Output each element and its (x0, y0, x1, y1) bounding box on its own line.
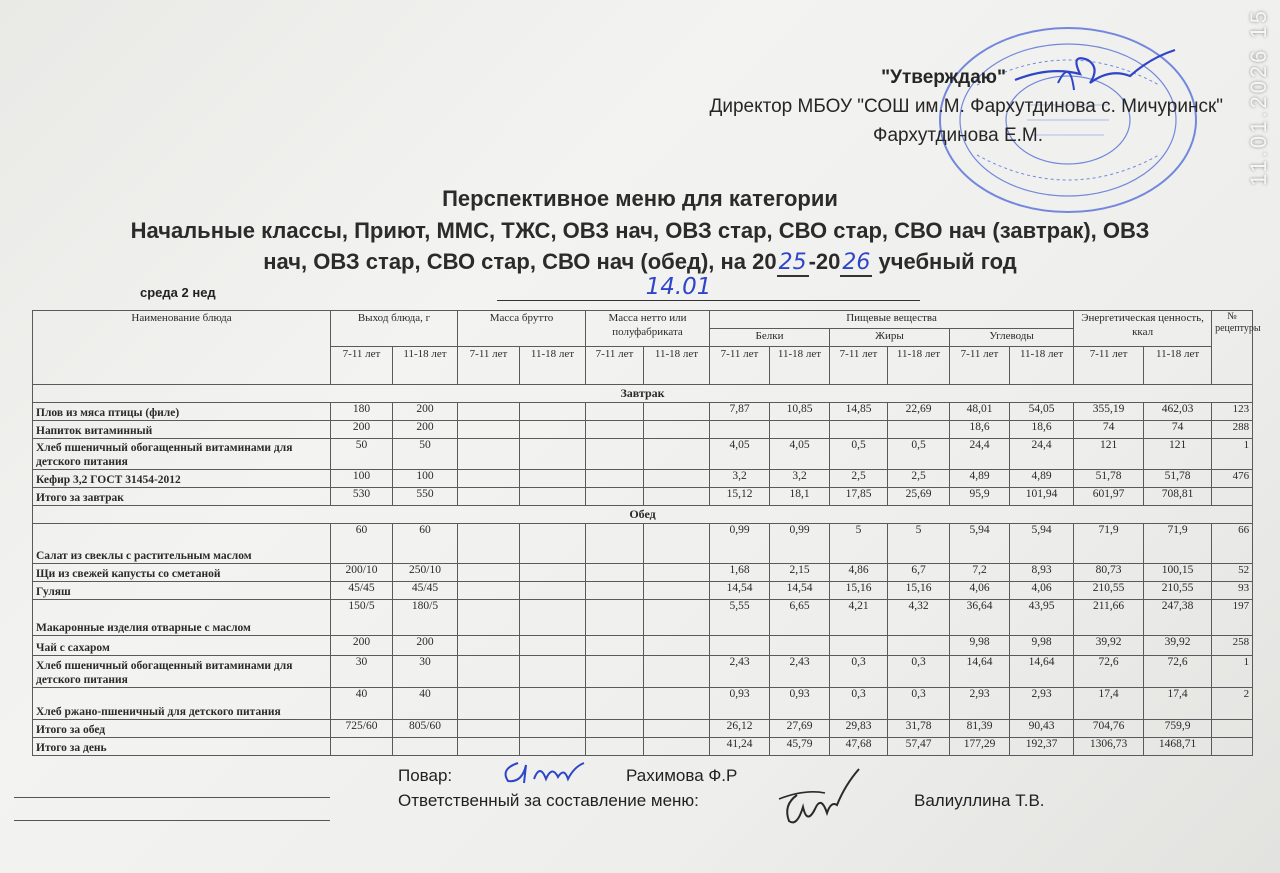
cell-empty (458, 656, 520, 688)
cell-empty (520, 403, 586, 421)
recipe-number: 66 (1212, 524, 1253, 564)
table-row (33, 600, 1253, 636)
cell-y2: 200 (393, 636, 458, 656)
cell-c2: 9,98 (1010, 636, 1074, 656)
recipe-number (1212, 738, 1253, 756)
cell-e1: 355,19 (1074, 403, 1144, 421)
cell-empty (520, 738, 586, 756)
cell-f1: 0,3 (830, 688, 888, 720)
cell-y2: 40 (393, 688, 458, 720)
cell-empty (644, 636, 710, 656)
cell-empty (644, 439, 710, 470)
dish-name: Салат из свеклы с растительным маслом (33, 524, 331, 564)
th-protein: Белки (710, 329, 830, 347)
menu-subtitle (20, 215, 1260, 278)
cell-empty (520, 488, 586, 506)
cell-c1: 81,39 (950, 720, 1010, 738)
th-age: 7-11 лет (710, 347, 770, 385)
cell-p2: 0,99 (770, 524, 830, 564)
cell-p2 (770, 636, 830, 656)
cell-f2: 25,69 (888, 488, 950, 506)
cell-y2: 30 (393, 656, 458, 688)
cell-empty (644, 488, 710, 506)
cell-e2: 17,4 (1144, 688, 1212, 720)
cell-f1: 0,5 (830, 439, 888, 470)
cell-f1: 0,3 (830, 656, 888, 688)
cell-y2: 100 (393, 470, 458, 488)
cell-y1 (331, 738, 393, 756)
cell-f1 (830, 421, 888, 439)
cell-p1: 0,99 (710, 524, 770, 564)
recipe-number: 288 (1212, 421, 1253, 439)
photo-timestamp: 11.01.2026 15 (1246, 8, 1271, 187)
cell-c2: 4,89 (1010, 470, 1074, 488)
cell-y2: 60 (393, 524, 458, 564)
recipe-number: 93 (1212, 582, 1253, 600)
total-row (33, 720, 1253, 738)
section-title: Обед (33, 506, 1253, 524)
cell-f2: 0,3 (888, 656, 950, 688)
table-row (33, 421, 1253, 439)
cell-c2: 43,95 (1010, 600, 1074, 636)
cell-c2: 54,05 (1010, 403, 1074, 421)
cell-empty (586, 403, 644, 421)
year-start: 25 (778, 250, 807, 275)
cell-e2: 247,38 (1144, 600, 1212, 636)
cook-name: Рахимова Ф.Р (626, 766, 738, 785)
total-row (33, 738, 1253, 756)
th-nutrients: Пищевые вещества (710, 311, 1074, 329)
cell-empty (458, 524, 520, 564)
cook-label: Повар: (398, 766, 453, 785)
cell-empty (458, 564, 520, 582)
cell-y1: 725/60 (331, 720, 393, 738)
table-row (33, 403, 1253, 421)
cell-empty (458, 439, 520, 470)
dish-name: Хлеб пшеничный обогащенный витаминами для детского питания (33, 656, 331, 688)
cell-y2: 50 (393, 439, 458, 470)
responsible-label: Ответственный за составление меню: (398, 791, 699, 810)
cell-c1: 48,01 (950, 403, 1010, 421)
cell-p1: 1,68 (710, 564, 770, 582)
cell-empty (586, 656, 644, 688)
cell-y1: 60 (331, 524, 393, 564)
th-age: 7-11 лет (950, 347, 1010, 385)
cell-empty (644, 582, 710, 600)
cell-e1: 210,55 (1074, 582, 1144, 600)
cell-c2: 5,94 (1010, 524, 1074, 564)
cell-empty (520, 564, 586, 582)
cell-f1: 17,85 (830, 488, 888, 506)
cell-p1: 41,24 (710, 738, 770, 756)
table-row (33, 656, 1253, 688)
approval-name: Фархутдинова Е.М. (873, 125, 1043, 146)
cell-c1: 18,6 (950, 421, 1010, 439)
cell-empty (586, 439, 644, 470)
date-field (497, 274, 920, 301)
cell-empty (458, 421, 520, 439)
recipe-number: 197 (1212, 600, 1253, 636)
cell-f2 (888, 636, 950, 656)
cell-empty (586, 564, 644, 582)
cell-y2 (393, 738, 458, 756)
cell-f1: 29,83 (830, 720, 888, 738)
section-row (33, 385, 1253, 403)
cell-empty (458, 488, 520, 506)
cell-p1: 15,12 (710, 488, 770, 506)
cell-empty (458, 582, 520, 600)
cell-e2: 759,9 (1144, 720, 1212, 738)
cell-p2: 27,69 (770, 720, 830, 738)
cell-p2: 6,65 (770, 600, 830, 636)
recipe-number: 476 (1212, 470, 1253, 488)
cell-empty (586, 524, 644, 564)
recipe-number: 1 (1212, 656, 1253, 688)
cell-f2: 0,5 (888, 439, 950, 470)
recipe-number: 52 (1212, 564, 1253, 582)
cell-empty (644, 720, 710, 738)
cell-y1: 200 (331, 421, 393, 439)
cell-f2: 22,69 (888, 403, 950, 421)
table-row (33, 470, 1253, 488)
cell-f1 (830, 636, 888, 656)
cell-y2: 45/45 (393, 582, 458, 600)
cell-p1: 5,55 (710, 600, 770, 636)
dish-name: Итого за день (33, 738, 331, 756)
th-recipe: № рецептуры (1212, 311, 1253, 385)
recipe-number: 123 (1212, 403, 1253, 421)
cell-p2: 2,15 (770, 564, 830, 582)
cell-empty (586, 636, 644, 656)
table-row (33, 582, 1253, 600)
cell-e1: 17,4 (1074, 688, 1144, 720)
th-age: 11-18 лет (520, 347, 586, 385)
cell-p2: 4,05 (770, 439, 830, 470)
cell-p1 (710, 636, 770, 656)
recipe-number (1212, 720, 1253, 738)
cell-f1: 5 (830, 524, 888, 564)
cell-f2: 4,32 (888, 600, 950, 636)
cell-f2: 6,7 (888, 564, 950, 582)
cell-empty (520, 470, 586, 488)
cell-y2: 805/60 (393, 720, 458, 738)
approval-block (709, 63, 1223, 150)
th-age: 11-18 лет (888, 347, 950, 385)
section-title: Завтрак (33, 385, 1253, 403)
cell-f1: 15,16 (830, 582, 888, 600)
cell-c2: 2,93 (1010, 688, 1074, 720)
cell-empty (644, 421, 710, 439)
cell-empty (520, 524, 586, 564)
cell-y1: 30 (331, 656, 393, 688)
cell-empty (520, 439, 586, 470)
year-sep: -20 (808, 249, 841, 274)
cell-p2: 14,54 (770, 582, 830, 600)
cell-f2: 5 (888, 524, 950, 564)
th-fat: Жиры (830, 329, 950, 347)
cell-empty (644, 524, 710, 564)
th-gross: Масса брутто (458, 311, 586, 347)
cell-empty (644, 688, 710, 720)
th-age: 11-18 лет (770, 347, 830, 385)
cell-empty (520, 720, 586, 738)
menu-title: Перспективное меню для категории (442, 186, 838, 211)
dish-name: Плов из мяса птицы (филе) (33, 403, 331, 421)
th-dish: Наименование блюда (33, 311, 331, 385)
cell-c2: 8,93 (1010, 564, 1074, 582)
cell-y1: 150/5 (331, 600, 393, 636)
cell-f1: 4,86 (830, 564, 888, 582)
category-list-cont: нач, ОВЗ стар, СВО стар, СВО нач (обед), на 20 (263, 249, 777, 274)
th-yield: Выход блюда, г (331, 311, 458, 347)
cell-empty (644, 470, 710, 488)
table-row (33, 439, 1253, 470)
dish-name: Хлеб пшеничный обогащенный витаминами для детского питания (33, 439, 331, 470)
th-age: 7-11 лет (1074, 347, 1144, 385)
dish-name: Щи из свежей капусты со сметаной (33, 564, 331, 582)
cell-p1: 2,43 (710, 656, 770, 688)
cell-e1: 211,66 (1074, 600, 1144, 636)
cell-empty (586, 488, 644, 506)
th-age: 7-11 лет (830, 347, 888, 385)
cell-e2: 462,03 (1144, 403, 1212, 421)
recipe-number: 2 (1212, 688, 1253, 720)
cell-c1: 177,29 (950, 738, 1010, 756)
th-age: 7-11 лет (331, 347, 393, 385)
cell-y1: 530 (331, 488, 393, 506)
cell-f2: 57,47 (888, 738, 950, 756)
cell-empty (644, 403, 710, 421)
cell-empty (458, 738, 520, 756)
cell-y1: 100 (331, 470, 393, 488)
cell-e2: 708,81 (1144, 488, 1212, 506)
cell-c1: 2,93 (950, 688, 1010, 720)
cell-e1: 72,6 (1074, 656, 1144, 688)
cell-c2: 4,06 (1010, 582, 1074, 600)
cook-signature-icon (498, 755, 588, 787)
cell-c1: 4,06 (950, 582, 1010, 600)
cell-empty (458, 600, 520, 636)
cell-c2: 24,4 (1010, 439, 1074, 470)
cell-empty (586, 421, 644, 439)
cell-e2: 51,78 (1144, 470, 1212, 488)
approval-position: Директор МБОУ "СОШ им.М. Фархутдинова с. Мичуринск" (709, 96, 1223, 117)
cell-e2: 100,15 (1144, 564, 1212, 582)
dish-name: Гуляш (33, 582, 331, 600)
cell-empty (458, 470, 520, 488)
cell-f1: 47,68 (830, 738, 888, 756)
cell-p1: 26,12 (710, 720, 770, 738)
cell-p2: 18,1 (770, 488, 830, 506)
cell-f2 (888, 421, 950, 439)
cell-c2: 14,64 (1010, 656, 1074, 688)
cell-e2: 72,6 (1144, 656, 1212, 688)
responsible-name: Валиуллина Т.В. (914, 791, 1045, 810)
cell-c1: 5,94 (950, 524, 1010, 564)
recipe-number: 258 (1212, 636, 1253, 656)
cell-c2: 192,37 (1010, 738, 1074, 756)
cell-e1: 74 (1074, 421, 1144, 439)
cell-c2: 90,43 (1010, 720, 1074, 738)
cell-e1: 80,73 (1074, 564, 1144, 582)
cell-f2: 15,16 (888, 582, 950, 600)
cell-p1: 4,05 (710, 439, 770, 470)
cell-f2: 31,78 (888, 720, 950, 738)
cell-c1: 14,64 (950, 656, 1010, 688)
category-list: Начальные классы, Приют, ММС, ТЖС, ОВЗ нач, ОВЗ стар, СВО стар, СВО нач (завтрак), ОВЗ (130, 218, 1150, 243)
th-energy: Энергетическая ценность, ккал (1074, 311, 1212, 347)
cell-y1: 200/10 (331, 564, 393, 582)
cell-y1: 200 (331, 636, 393, 656)
cell-y1: 180 (331, 403, 393, 421)
cell-empty (520, 600, 586, 636)
total-row (33, 488, 1253, 506)
cell-p1 (710, 421, 770, 439)
cell-c1: 9,98 (950, 636, 1010, 656)
cell-empty (458, 720, 520, 738)
cell-p2: 10,85 (770, 403, 830, 421)
cell-empty (458, 403, 520, 421)
dish-name: Напиток витаминный (33, 421, 331, 439)
cell-c2: 101,94 (1010, 488, 1074, 506)
cell-empty (644, 738, 710, 756)
cell-e1: 601,97 (1074, 488, 1144, 506)
cell-empty (520, 688, 586, 720)
th-carbs: Углеводы (950, 329, 1074, 347)
cell-e2: 39,92 (1144, 636, 1212, 656)
cell-empty (520, 421, 586, 439)
cell-e1: 1306,73 (1074, 738, 1144, 756)
table-row (33, 636, 1253, 656)
cell-empty (644, 564, 710, 582)
cell-p1: 7,87 (710, 403, 770, 421)
cell-e2: 74 (1144, 421, 1212, 439)
cell-e1: 704,76 (1074, 720, 1144, 738)
cell-empty (458, 688, 520, 720)
cell-f2: 2,5 (888, 470, 950, 488)
th-age: 11-18 лет (644, 347, 710, 385)
cell-empty (458, 636, 520, 656)
cell-f1: 2,5 (830, 470, 888, 488)
cell-empty (586, 600, 644, 636)
cell-p1: 14,54 (710, 582, 770, 600)
section-row (33, 506, 1253, 524)
dish-name: Макаронные изделия отварные с маслом (33, 600, 331, 636)
table-row (33, 688, 1253, 720)
menu-body (33, 385, 1253, 756)
cell-empty (520, 656, 586, 688)
cell-y2: 550 (393, 488, 458, 506)
cell-p2: 45,79 (770, 738, 830, 756)
cell-y2: 180/5 (393, 600, 458, 636)
cell-c1: 24,4 (950, 439, 1010, 470)
th-age: 7-11 лет (458, 347, 520, 385)
cell-e2: 1468,71 (1144, 738, 1212, 756)
dish-name: Итого за обед (33, 720, 331, 738)
cell-e2: 210,55 (1144, 582, 1212, 600)
recipe-number: 1 (1212, 439, 1253, 470)
cell-c1: 36,64 (950, 600, 1010, 636)
cell-f1: 14,85 (830, 403, 888, 421)
cell-p2: 3,2 (770, 470, 830, 488)
cell-y2: 200 (393, 403, 458, 421)
cell-c1: 7,2 (950, 564, 1010, 582)
cell-p1: 3,2 (710, 470, 770, 488)
th-age: 11-18 лет (1144, 347, 1212, 385)
cell-y1: 50 (331, 439, 393, 470)
cell-empty (586, 688, 644, 720)
dish-name: Итого за завтрак (33, 488, 331, 506)
cell-empty (586, 738, 644, 756)
cell-p2 (770, 421, 830, 439)
menu-table (32, 310, 1261, 756)
cell-e2: 121 (1144, 439, 1212, 470)
dish-name: Кефир 3,2 ГОСТ 31454-2012 (33, 470, 331, 488)
th-age: 11-18 лет (393, 347, 458, 385)
dish-name: Чай с сахаром (33, 636, 331, 656)
year-suffix: учебный год (872, 249, 1017, 274)
table-row (33, 524, 1253, 564)
recipe-number (1212, 488, 1253, 506)
cell-e2: 71,9 (1144, 524, 1212, 564)
cell-c1: 95,9 (950, 488, 1010, 506)
cell-f1: 4,21 (830, 600, 888, 636)
day-label: среда 2 нед (140, 285, 216, 300)
cell-e1: 71,9 (1074, 524, 1144, 564)
cell-p1: 0,93 (710, 688, 770, 720)
footer-blank-lines (14, 775, 330, 821)
cell-y1: 45/45 (331, 582, 393, 600)
cell-empty (586, 470, 644, 488)
cell-empty (520, 582, 586, 600)
cell-y2: 200 (393, 421, 458, 439)
cell-empty (586, 582, 644, 600)
cell-f2: 0,3 (888, 688, 950, 720)
th-net: Масса нетто или полуфабриката (586, 311, 710, 347)
cell-p2: 2,43 (770, 656, 830, 688)
cell-empty (586, 720, 644, 738)
cell-y2: 250/10 (393, 564, 458, 582)
approval-title: "Утверждаю" (881, 67, 1006, 88)
cell-e1: 39,92 (1074, 636, 1144, 656)
cell-empty (644, 600, 710, 636)
cell-c2: 18,6 (1010, 421, 1074, 439)
cell-empty (520, 636, 586, 656)
th-age: 11-18 лет (1010, 347, 1074, 385)
dish-name: Хлеб ржано-пшеничный для детского питания (33, 688, 331, 720)
cell-empty (644, 656, 710, 688)
cell-e1: 121 (1074, 439, 1144, 470)
year-end: 26 (842, 250, 871, 275)
cell-p2: 0,93 (770, 688, 830, 720)
th-age: 7-11 лет (586, 347, 644, 385)
responsible-signature-icon (775, 765, 865, 831)
header-row-1 (33, 311, 1253, 329)
cell-y1: 40 (331, 688, 393, 720)
table-row (33, 564, 1253, 582)
cell-c1: 4,89 (950, 470, 1010, 488)
cell-e1: 51,78 (1074, 470, 1144, 488)
date-handwritten: 14.01 (645, 274, 712, 300)
